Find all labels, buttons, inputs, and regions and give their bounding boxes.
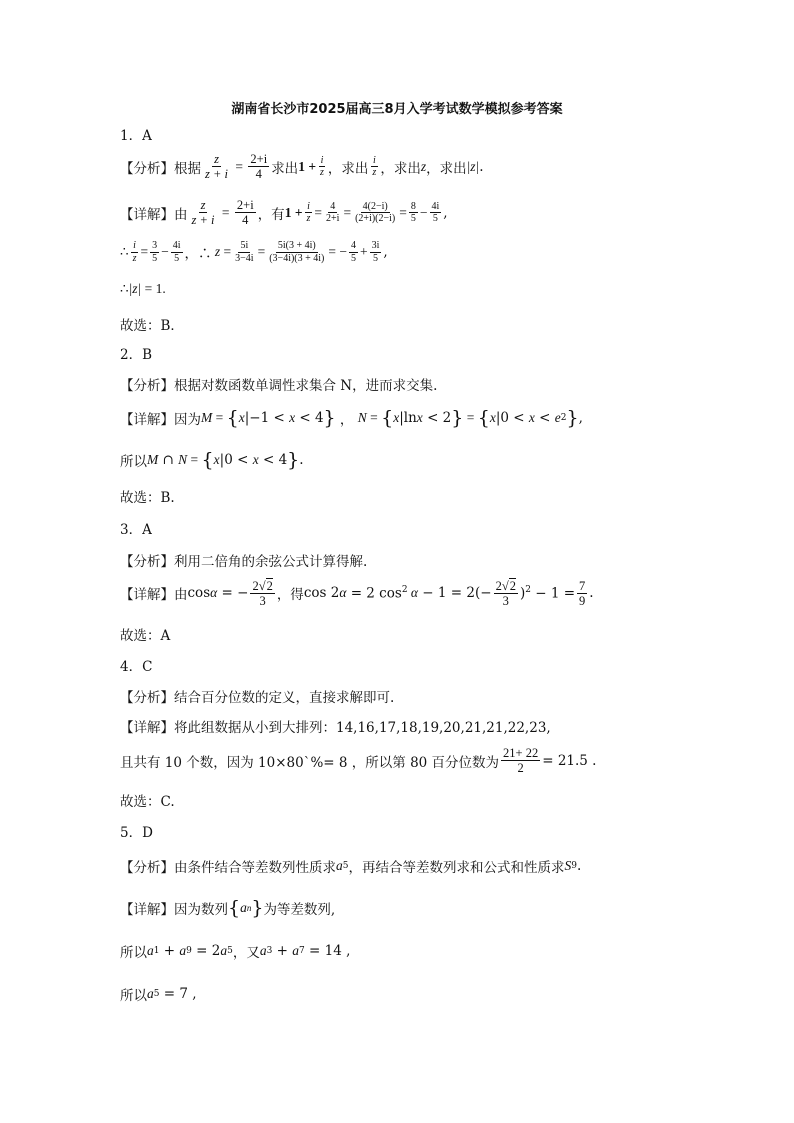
q1-modulus: ∴ |z| = 1. (120, 281, 166, 297)
q5-header: 5．D (120, 825, 153, 841)
q3-detail: 【详解】由 cos α = − $\frac{2√2}{3}$ ，得 cos 2 α = 2 $\cos^2$ α − 1 = 2(− $\frac{2√2}{3}$ )$^2$ − 1 = $\frac{7}{9}$ . (120, 578, 594, 609)
fraction: $\frac{4}{5}$ (350, 240, 356, 264)
q4-conclusion: 故选：C. (120, 794, 175, 810)
fraction: $\frac{2+i}{4}$ (236, 198, 254, 228)
q1-analysis: 【分析】 根据 $\frac{z}{z + i}$ = $\frac{2+i}{4}$ 求出 1 + $\frac{i}{z}$ ，求出 $\frac{i}{z}$ ，求出 z ，求出 |z| . (120, 152, 484, 182)
q4-header: 4．C (120, 659, 153, 675)
fraction: $\frac{2+i}{4}$ (250, 152, 268, 182)
fraction: $\frac{i}{z}$ (132, 240, 137, 264)
page-title: 湖南省长沙市2025届高三8月入学考试数学模拟参考答案 (231, 102, 563, 117)
fraction: $\frac{4}{2+i}$ (326, 200, 340, 225)
q1-conclusion: 故选：B． (120, 318, 184, 334)
q2-header: 2．B (120, 347, 153, 363)
q1-detail: 【详解】 由 $\frac{z}{z + i}$ = $\frac{2+i}{4}$ ，有 1 + $\frac{i}{z}$ = $\frac{4}{2+i}$ = $\frac{4(2-i)}{(2+i)(2-i)}$ = $\frac{8}{5}$ − $\frac{4i}{5}$ , (120, 198, 448, 228)
q5-detail-3: 所以 a 5 = 7 , (120, 986, 197, 1004)
q2-analysis: 【分析】根据对数函数单调性求集合 N，进而求交集. (120, 378, 438, 394)
q2-detail: 【详解】因为 M = { x |−1 < x < 4 } ， N = { x |ln x < 2 } = { x |0 < x < e 2 } , (120, 406, 583, 429)
fraction: $\frac{i}{z}$ (306, 200, 311, 225)
fraction: $\frac{3}{5}$ (152, 240, 158, 264)
fraction: $\frac{z}{z + i}$ (191, 198, 215, 228)
fraction: $\frac{5i}{3-4i}$ (235, 240, 254, 264)
fraction: $\frac{2√2}{3}$ (252, 579, 273, 609)
fraction: $\frac{4i}{5}$ (431, 200, 440, 225)
fraction: $\frac{4(2-i)}{(2+i)(2-i)}$ (355, 200, 396, 225)
q5-detail-2: 所以 a 1 + a 9 = 2 a 5 ，又 a 3 + a 7 = 14 , (120, 943, 351, 961)
fraction: $\frac{z}{z + i}$ (205, 152, 229, 182)
q3-analysis: 【分析】利用二倍角的余弦公式计算得解. (120, 554, 368, 570)
q4-analysis: 【分析】结合百分位数的定义，直接求解即可. (120, 690, 395, 706)
fraction: $\frac{4i}{5}$ (172, 240, 181, 264)
fraction: $\frac{i}{z}$ (320, 154, 324, 179)
q5-analysis: 【分析】由条件结合等差数列性质求 a 5 ，再结合等差数列求和公式和性质求 S 9 . (120, 858, 582, 876)
q1-header: 1．A (120, 128, 152, 144)
q2-detail-2: 所以 M ∩ N = { x |0 < x < 4 } . (120, 448, 304, 471)
q4-detail-2: 且共有 10 个数，因为 10×80`%= 8 ，所以第 80 百分位数为 $\frac{21+ 22}{2}$ = 21.5 . (120, 746, 597, 776)
q4-detail: 【详解】将此组数据从小到大排列：14,16,17,18,19,20,21,21,22,23, (120, 720, 551, 736)
q3-conclusion: 故选：A (120, 628, 171, 644)
fraction: $\frac{21+ 22}{2}$ (503, 746, 539, 776)
fraction: $\frac{5i(3 + 4i)}{(3-4i)(3 + 4i)}$ (269, 240, 325, 264)
q2-conclusion: 故选：B. (120, 490, 175, 506)
fraction: $\frac{3i}{5}$ (371, 240, 380, 264)
fraction: $\frac{7}{9}$ (579, 578, 586, 608)
q3-header: 3．A (120, 522, 152, 538)
q1-detail-2: ∴ $\frac{i}{z}$ = $\frac{3}{5}$ − $\frac{4i}{5}$ ，∴ z = $\frac{5i}{3-4i}$ = $\frac{5i(3 + 4i)}{(3-4i)(3 + 4i)}$ = − $\frac{4}{5}$ + $\frac{3i}{5}$ , (120, 240, 388, 264)
fraction: $\frac{8}{5}$ (410, 200, 416, 225)
fraction: $\frac{i}{z}$ (372, 154, 377, 179)
fraction: $\frac{2√2}{3}$ (495, 579, 516, 609)
q5-detail: 【详解】因为数列 { a n } 为等差数列, (120, 896, 336, 919)
